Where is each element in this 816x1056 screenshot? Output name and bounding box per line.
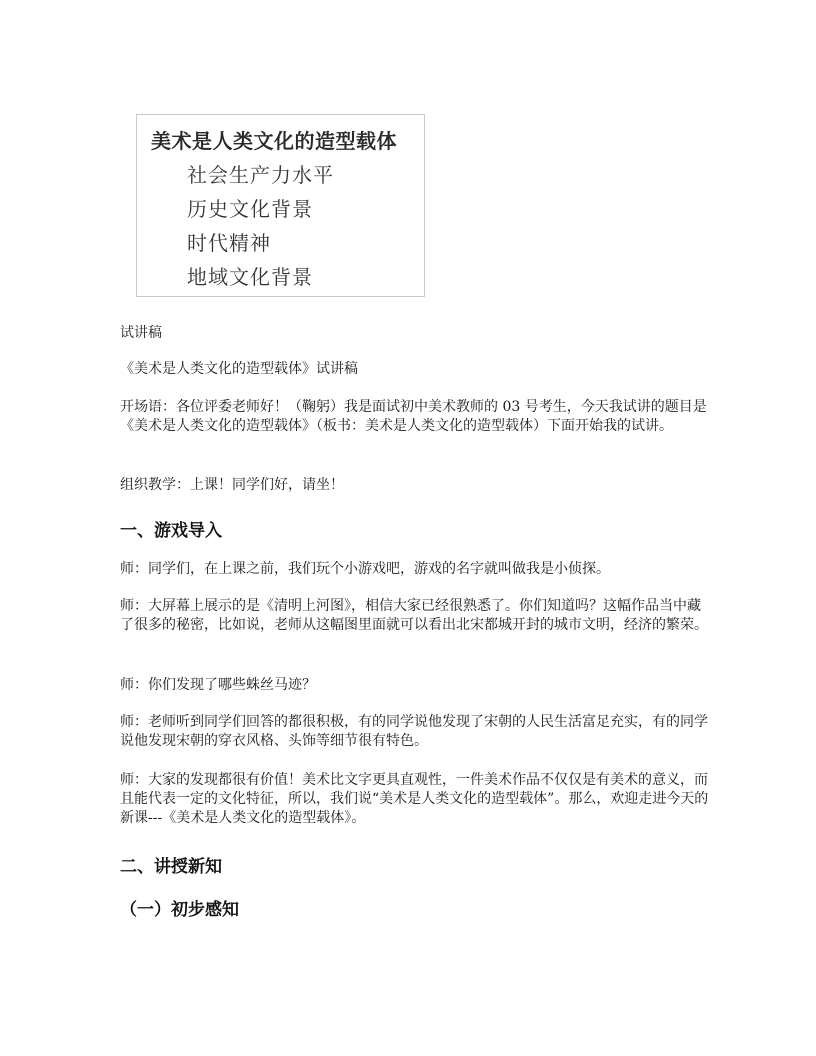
board-item: 社会生产力水平 xyxy=(187,163,334,187)
subsection-heading: （一）初步感知 xyxy=(120,900,239,920)
board-title: 美术是人类文化的造型载体 xyxy=(151,129,397,153)
section-heading-game: 一、游戏导入 xyxy=(120,521,222,541)
paragraph: 师：大屏幕上展示的是《清明上河图》，相信大家已经很熟悉了。你们知道吗？这幅作品当中藏了很多的秘密，比如说，老师从这幅图里面就可以看出北宋都城开封的城市文明，经济的繁荣。 xyxy=(120,598,708,633)
paragraph: 师：同学们，在上课之前，我们玩个小游戏吧，游戏的名字就叫做我是小侦探。 xyxy=(120,561,610,577)
section-heading-new: 二、讲授新知 xyxy=(120,857,222,877)
doc-label: 试讲稿 xyxy=(120,325,162,341)
board-item: 地域文化背景 xyxy=(187,265,313,289)
organize-paragraph: 组织教学：上课！同学们好，请坐！ xyxy=(120,477,344,493)
board-item: 时代精神 xyxy=(187,231,271,255)
paragraph: 师：你们发现了哪些蛛丝马迹？ xyxy=(120,677,316,693)
blackboard-image xyxy=(136,114,425,297)
opening-paragraph: 开场语：各位评委老师好！（鞠躬）我是面试初中美术教师的 03 号考生，今天我试讲的题目是《美术是人类文化的造型载体》（板书：美术是人类文化的造型载体）下面开始我的试讲。 xyxy=(120,399,707,434)
paragraph: 师：老师听到同学们回答的都很积极，有的同学说他发现了宋朝的人民生活富足充实，有的同学说他发现宋朝的穿衣风格、头饰等细节很有特色。 xyxy=(120,714,708,749)
paragraph: 师：大家的发现都很有价值！美术比文字更具直观性，一件美术作品不仅仅是有美术的意义，而且能代表一定的文化特征，所以，我们说“美术是人类文化的造型载体”。那么，欢迎走进今天的新课---《美术是人类文化的造型载体》。 xyxy=(120,772,709,826)
board-item: 历史文化背景 xyxy=(187,197,313,221)
doc-title: 《美术是人类文化的造型载体》试讲稿 xyxy=(120,361,358,377)
